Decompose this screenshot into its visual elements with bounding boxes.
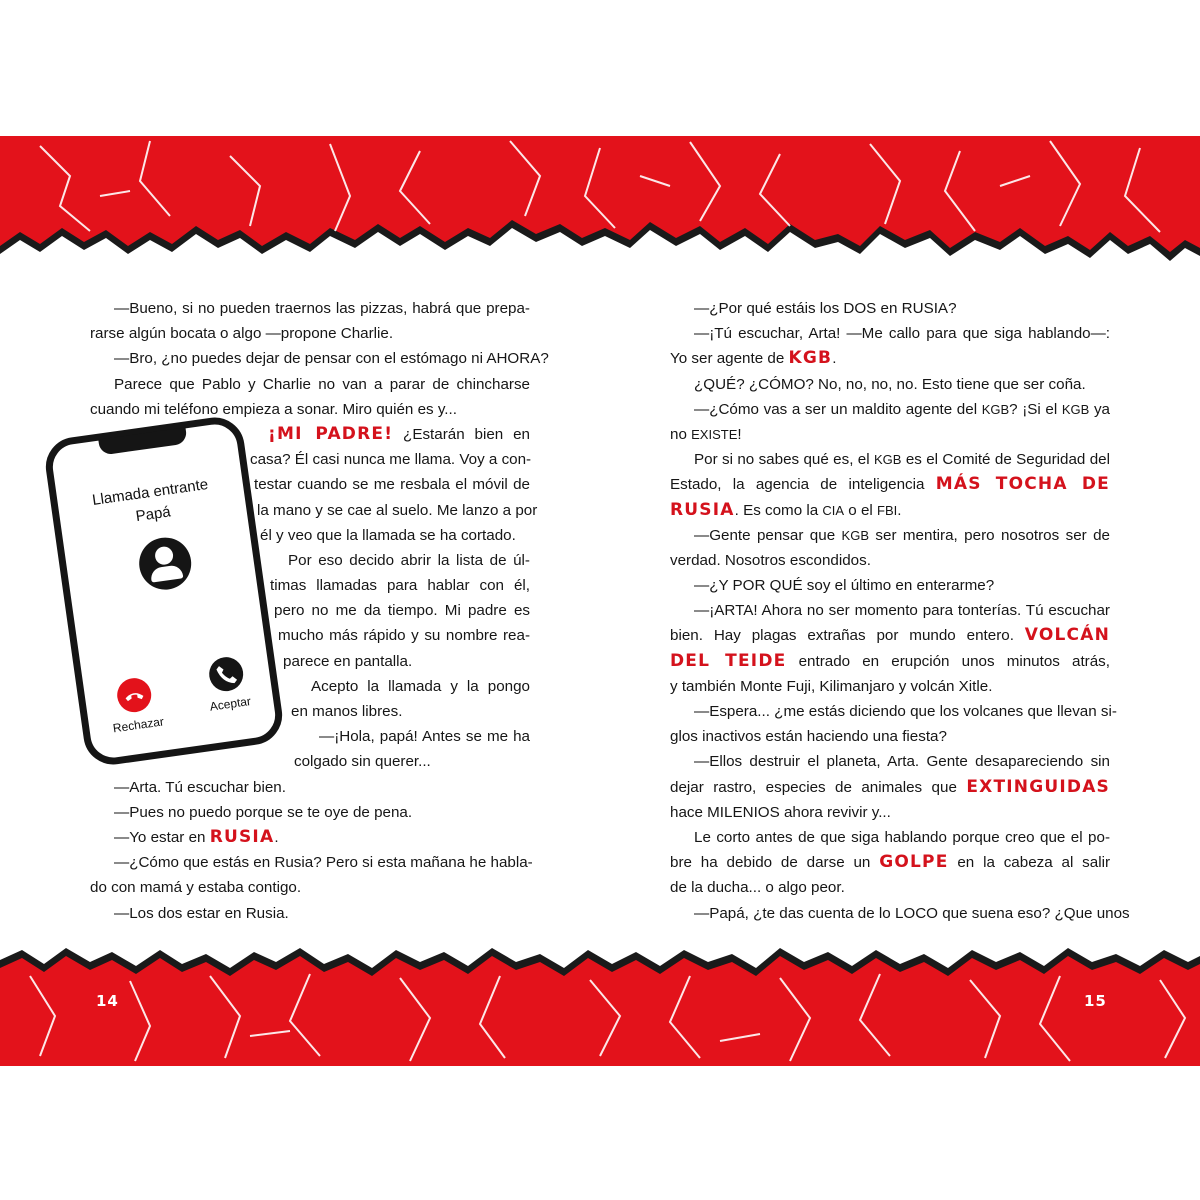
text-line: mucho más rápido y su nombre rea-	[278, 627, 530, 645]
cracked-red-top-border	[0, 136, 1200, 276]
text-line: —Yo estar en RUSIA.	[114, 826, 279, 847]
text-line: pero no me da tiempo. Mi padre es	[274, 602, 530, 620]
text-line: Estado, la agencia de inteligencia MÁS TOCHA DE	[670, 474, 1110, 495]
text-line: Acepto la llamada y la pongo	[311, 677, 530, 695]
text-line: —Espera... ¿me estás diciendo que los volcanes que llevan si-	[694, 703, 1117, 720]
text-line: —Papá, ¿te das cuenta de lo LOCO que suena eso? ¿Que unos	[694, 904, 1130, 922]
left-page-text	[90, 296, 549, 926]
text-line: y también Monte Fuji, Kilimanjaro y volcán Xitle.	[670, 677, 993, 695]
text-line: Yo ser agente de KGB.	[670, 348, 837, 369]
text-line: ¡MI PADRE! ¿Estarán bien en	[268, 423, 530, 444]
text-line: dejar rastro, especies de animales que EXTINGUIDAS	[670, 776, 1110, 797]
text-line: parece en pantalla.	[283, 652, 413, 670]
text-line: timas llamadas para hablar con él,	[270, 577, 530, 595]
text-line: Le corto antes de que siga hablando porque creo que el po-	[694, 828, 1110, 846]
emphasis-text: RUSIA	[209, 826, 275, 847]
text-line: en manos libres.	[291, 703, 403, 720]
right-page-text	[670, 296, 1130, 926]
text-line: la mano y se cae al suelo. Me lanzo a por	[257, 501, 538, 519]
text-line: do con mamá y estaba contigo.	[90, 879, 302, 897]
text-line: —Ellos destruir el planeta, Arta. Gente desapareciendo sin	[694, 753, 1110, 771]
text-line: —Gente pensar que KGB ser mentira, pero nosotros ser de	[694, 526, 1111, 544]
text-line: —Arta. Tú escuchar bien.	[114, 778, 286, 796]
text-line: —¿Por qué estáis los DOS en RUSIA?	[694, 300, 957, 317]
text-line: glos inactivos están haciendo una fiesta?	[670, 728, 947, 746]
text-line: él y veo que la llamada se ha cortado.	[260, 526, 516, 544]
book-spread	[0, 136, 1200, 1066]
text-line: no EXISTE!	[670, 425, 742, 443]
caller-name: Papá	[134, 503, 172, 526]
text-line: —¿Cómo que estás en Rusia? Pero si esta mañana he habla-	[114, 854, 533, 872]
accept-label: Aceptar	[208, 694, 252, 714]
cracked-red-bottom-border	[0, 946, 1200, 1066]
text-line: —Los dos estar en Rusia.	[114, 904, 289, 922]
emphasis-text: GOLPE	[879, 852, 949, 873]
text-line: Por si no sabes qué es, el KGB es el Comité de Seguridad del	[694, 451, 1110, 469]
text-line: bien. Hay plagas extrañas por mundo entero. VOLCÁN	[670, 625, 1110, 646]
emphasis-text: KGB	[788, 348, 833, 369]
emphasis-text: ¡MI PADRE!	[268, 423, 394, 444]
text-line: colgado sin querer...	[294, 753, 431, 771]
emphasis-text: VOLCÁN	[1024, 625, 1110, 646]
text-line: cuando mi teléfono empieza a sonar. Miro quién es y...	[90, 400, 457, 418]
text-line: de la ducha... o algo peor.	[670, 879, 845, 897]
emphasis-text: DEL TEIDE	[670, 650, 787, 671]
incoming-call-label: Llamada entrante	[91, 475, 210, 510]
page-number-right: 15	[1084, 992, 1107, 1010]
text-line: testar cuando se me resbala el móvil de	[254, 476, 530, 494]
text-line: —Bro, ¿no puedes dejar de pensar con el estómago ni AHORA?	[114, 350, 549, 368]
text-line: —¿Cómo vas a ser un maldito agente del KGB? ¡Si el KGB ya	[694, 400, 1111, 418]
text-line: —¡Tú escuchar, Arta! —Me callo para que siga hablando—:	[694, 325, 1110, 343]
text-line: rarse algún bocata o algo —propone Charlie.	[90, 325, 394, 343]
text-line: ¿QUÉ? ¿CÓMO? No, no, no, no. Esto tiene que ser coña.	[694, 375, 1086, 393]
emphasis-text: MÁS TOCHA DE	[935, 474, 1110, 495]
text-line: —¡Hola, papá! Antes se me ha	[319, 728, 530, 746]
emphasis-text: RUSIA	[670, 499, 735, 520]
text-line: RUSIA. Es como la CIA o el FBI.	[670, 499, 902, 520]
text-line: —¿Y POR QUÉ soy el último en enterarme?	[694, 577, 995, 595]
text-line: DEL TEIDE entrado en erupción unos minutos atrás,	[670, 650, 1110, 671]
page-number-left: 14	[96, 992, 119, 1010]
text-line: Por eso decido abrir la lista de úl-	[288, 551, 530, 569]
emphasis-text: EXTINGUIDAS	[966, 776, 1110, 797]
text-line: Parece que Pablo y Charlie no van a parar de chincharse	[114, 375, 530, 393]
text-line: hace MILENIOS ahora revivir y...	[670, 803, 891, 821]
text-line: casa? Él casi nunca me llama. Voy a con-	[250, 451, 532, 469]
text-line: —Pues no puedo porque se te oye de pena.	[114, 803, 413, 821]
reject-label: Rechazar	[111, 714, 165, 736]
text-line: —¡ARTA! Ahora no ser momento para tonterías. Tú escuchar	[694, 602, 1110, 620]
text-line: —Bueno, si no pueden traernos las pizzas, habrá que prepa-	[114, 300, 530, 317]
text-line: verdad. Nosotros escondidos.	[670, 551, 871, 569]
text-line: bre ha debido de darse un GOLPE en la cabeza al salir	[670, 852, 1111, 873]
